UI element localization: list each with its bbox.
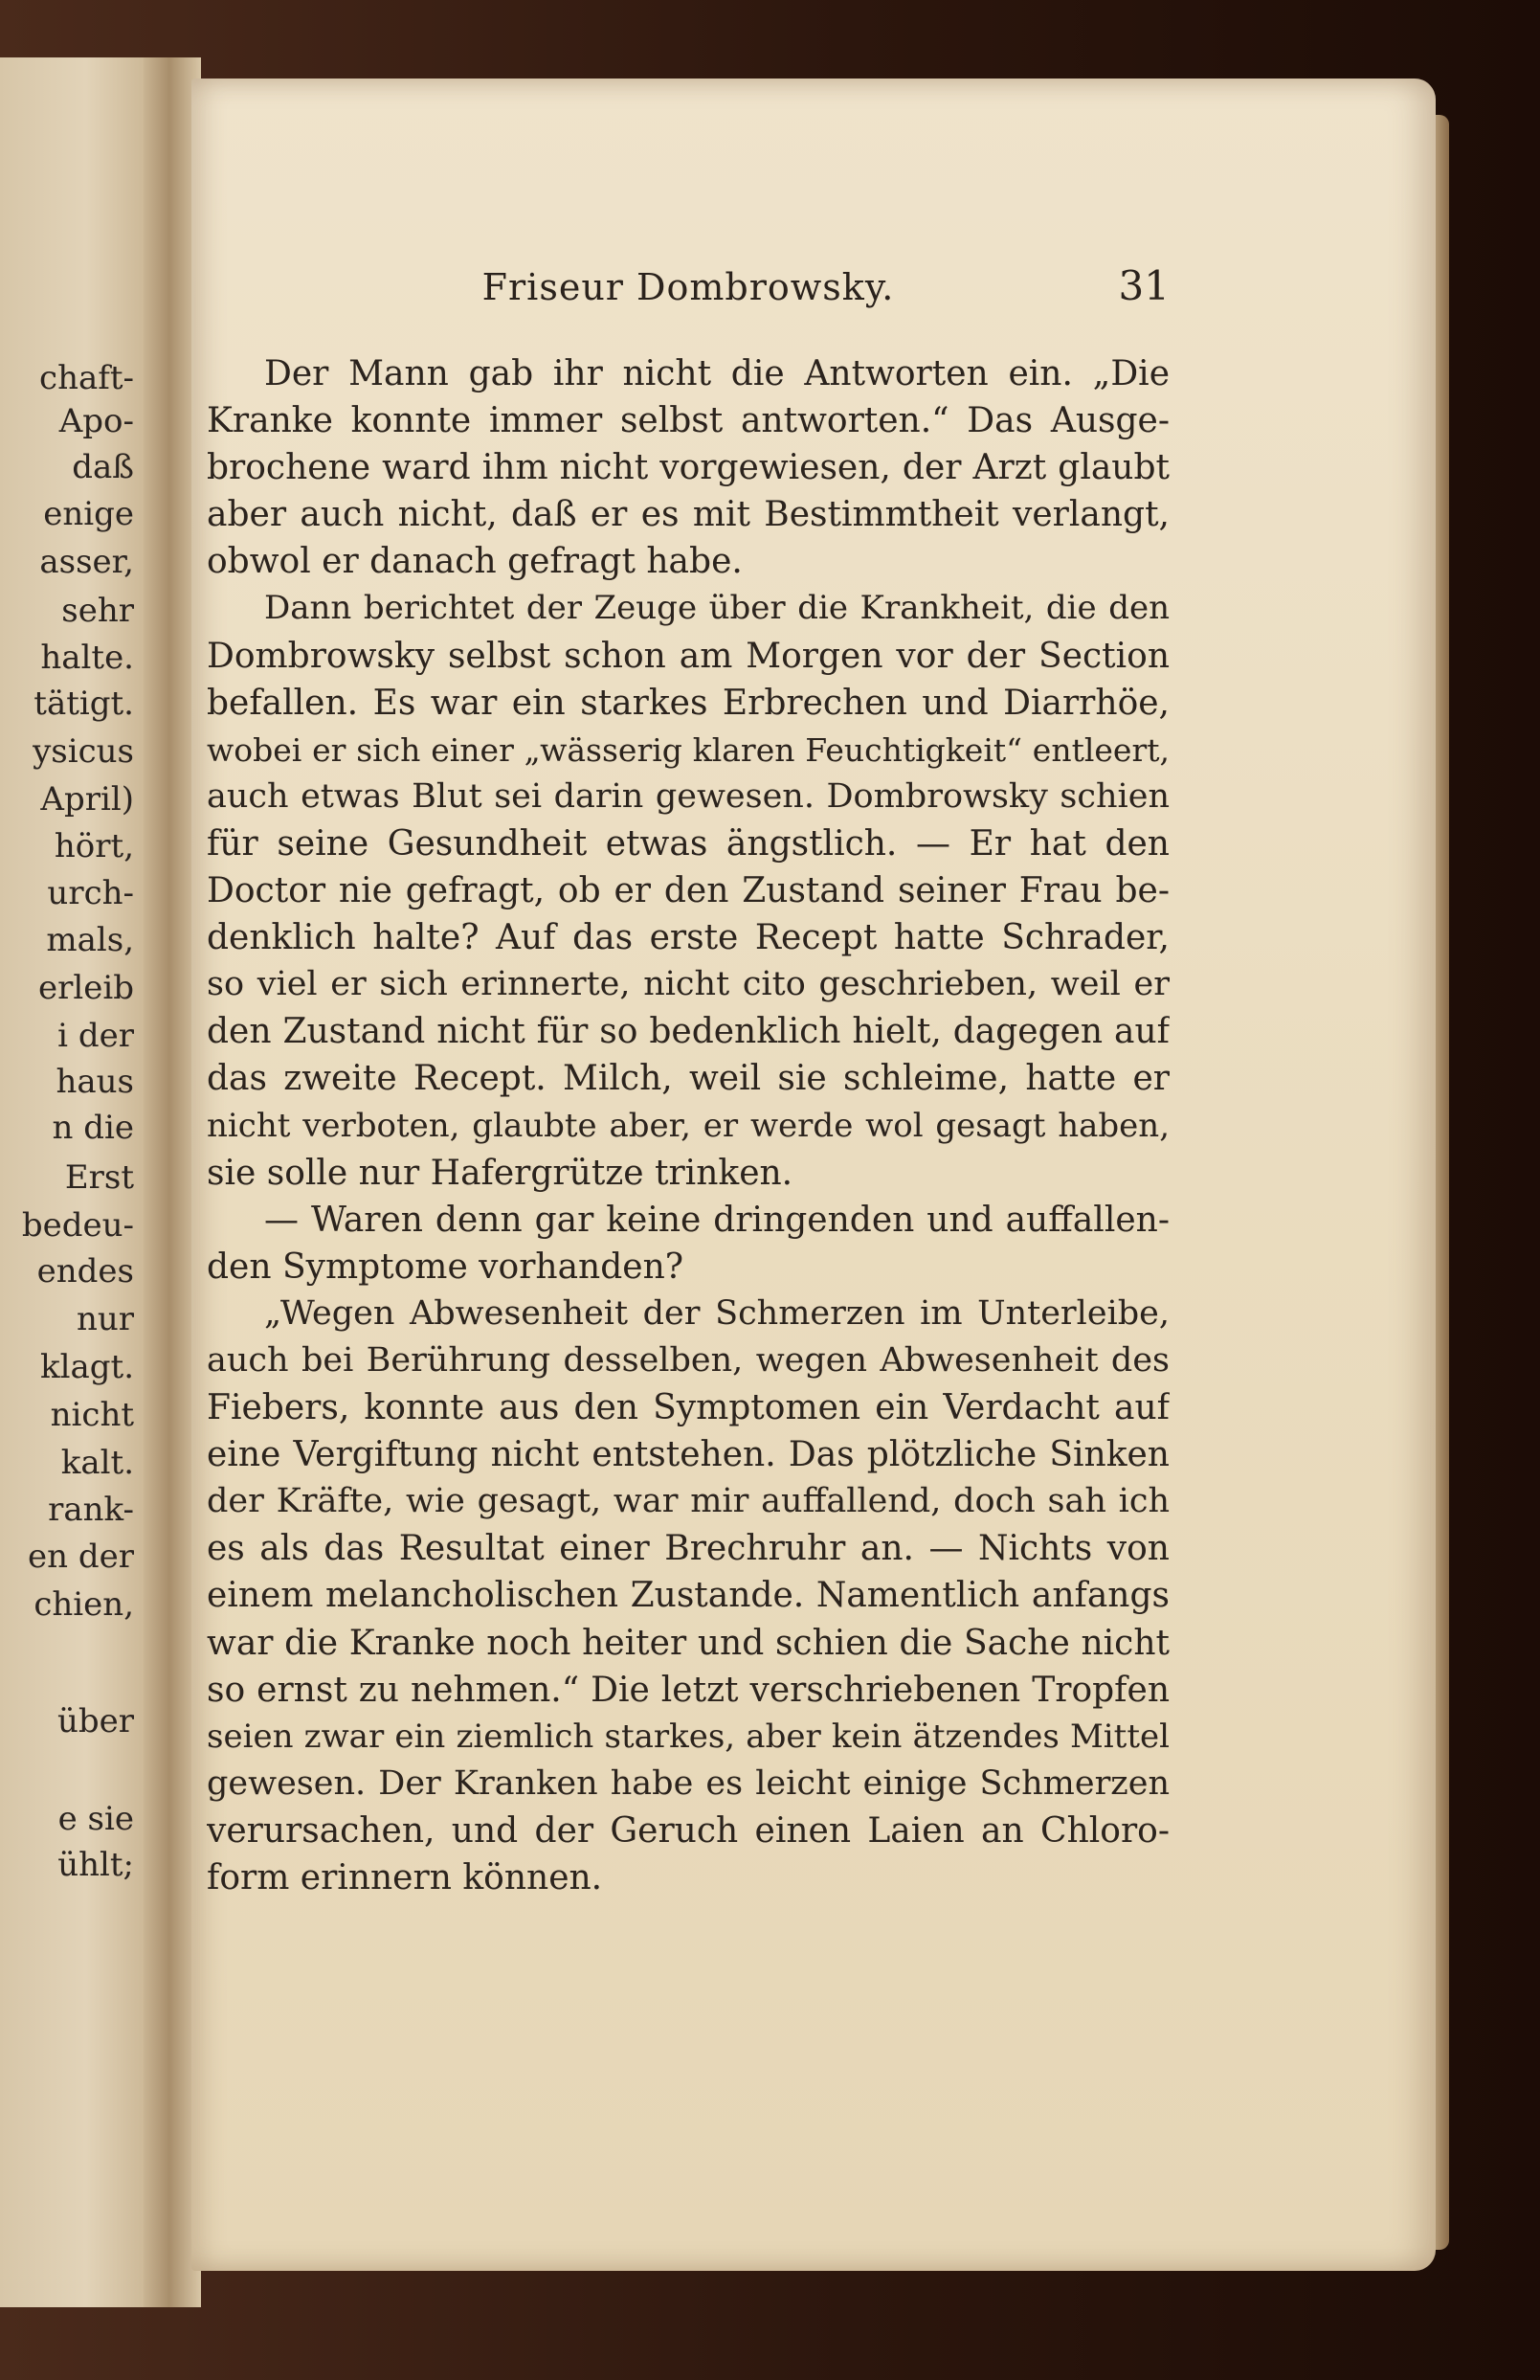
text-line: „Wegen Abwesenheit der Schmerzen im Unterleibe, (264, 1293, 1170, 1333)
text-line: das zweite Recept. Milch, weil sie schleime, hatte er (207, 1059, 1170, 1099)
text-line: Der Mann gab ihr nicht die Antworten ein. „Die (264, 354, 1170, 393)
facing-page-fragment: chaft- (39, 359, 134, 397)
text-line: — Waren denn gar keine dringenden und auffallen- (264, 1200, 1170, 1240)
text-line: so viel er sich erinnerte, nicht cito geschrieben, weil er (207, 965, 1170, 1004)
text-line: Dombrowsky selbst schon am Morgen vor der Section (207, 636, 1170, 676)
text-line: auch bei Berührung desselben, wegen Abwesenheit des (207, 1340, 1170, 1380)
text-line: sie solle nur Hafergrütze trinken. (207, 1153, 793, 1193)
facing-page-fragment: enige (43, 495, 134, 533)
text-line: so ernst zu nehmen.“ Die letzt verschriebenen Tropfen (207, 1670, 1170, 1710)
text-line: obwol er danach gefragt habe. (207, 542, 743, 582)
text-line: eine Vergiftung nicht entstehen. Das plötzliche Sinken (207, 1435, 1170, 1475)
text-line: gewesen. Der Kranken habe es leicht einige Schmerzen (207, 1763, 1170, 1803)
text-line: den Zustand nicht für so bedenklich hielt, dagegen auf (207, 1012, 1170, 1052)
facing-page-fragment: urch- (47, 874, 134, 912)
facing-page-fragment: Apo- (58, 402, 134, 440)
text-line: war die Kranke noch heiter und schien die Sache nicht (207, 1623, 1170, 1663)
text-line: Dann berichtet der Zeuge über die Krankheit, die den (264, 589, 1170, 628)
text-line: nicht verboten, glaubte aber, er werde wol gesagt haben, (207, 1106, 1170, 1145)
text-line: form erinnern können. (207, 1858, 603, 1897)
facing-page-fragment: bedeu- (21, 1206, 134, 1245)
facing-page-fragment: tätigt. (33, 685, 134, 723)
facing-page-fragment: hört, (54, 827, 134, 865)
facing-page-fragment: klagt. (40, 1348, 134, 1386)
text-line: Kranke konnte immer selbst antworten.“ Das Ausge- (207, 401, 1170, 441)
text-line: aber auch nicht, daß er es mit Bestimmtheit verlangt, (207, 495, 1170, 535)
facing-page-fragment: haus (56, 1063, 134, 1101)
facing-page-fragment: sehr (61, 592, 134, 630)
facing-page-fragment: kalt. (60, 1444, 134, 1482)
facing-page-fragment: nur (76, 1300, 134, 1338)
text-line: befallen. Es war ein starkes Erbrechen und Diarrhöe, (207, 683, 1170, 723)
facing-page-fragment: über (56, 1702, 134, 1740)
facing-page-fragment: n die (52, 1109, 134, 1147)
facing-page-fragment: halte. (40, 639, 134, 677)
text-line: wobei er sich einer „wässerig klaren Feuchtigkeit“ entleert, (207, 730, 1170, 769)
page-number: 31 (1118, 262, 1170, 309)
text-line: es als das Resultat einer Brechruhr an. — Nichts von (207, 1529, 1170, 1569)
facing-page-fragment: daß (72, 448, 134, 486)
text-line: für seine Gesundheit etwas ängstlich. — Er hat den (207, 823, 1170, 864)
facing-page-edge (0, 57, 144, 2307)
facing-page-fragment: endes (36, 1252, 134, 1291)
facing-page-fragment: rank- (48, 1491, 134, 1529)
facing-page-fragment: e sie (57, 1800, 134, 1838)
facing-page-fragment: nicht (50, 1396, 134, 1434)
text-line: brochene ward ihm nicht vorgewiesen, der Arzt glaubt (207, 448, 1170, 488)
facing-page-fragment: Erst (64, 1158, 134, 1197)
text-line: seien zwar ein ziemlich starkes, aber kein ätzendes Mittel (207, 1717, 1170, 1756)
text-line: den Symptome vorhanden? (207, 1246, 684, 1287)
body-text (207, 350, 1170, 1901)
text-line: denklich halte? Auf das erste Recept hatte Schrader, (207, 918, 1170, 958)
facing-page-fragment: chien, (33, 1585, 134, 1624)
text-line: einem melancholischen Zustande. Namentlich anfangs (207, 1576, 1170, 1616)
text-line: auch etwas Blut sei darin gewesen. Dombrowsky schien (207, 776, 1170, 816)
text-line: verursachen, und der Geruch einen Laien an Chloro- (207, 1810, 1170, 1851)
facing-page-fragment: mals, (46, 921, 134, 959)
facing-page-fragment: erleib (37, 969, 134, 1007)
facing-page-fragment: April) (40, 780, 134, 819)
facing-page-fragment: ühlt; (57, 1846, 134, 1884)
facing-page-fragment: ysicus (33, 732, 134, 771)
facing-page-fragment: asser, (39, 543, 134, 581)
facing-page-fragment: en der (28, 1538, 134, 1576)
text-line: Doctor nie gefragt, ob er den Zustand seiner Frau be- (207, 871, 1170, 911)
facing-page-fragment: i der (57, 1017, 134, 1055)
running-title: Friseur Dombrowsky. (481, 266, 895, 308)
page-header (207, 262, 1170, 324)
text-line: der Kräfte, wie gesagt, war mir auffallend, doch sah ich (207, 1482, 1170, 1521)
text-line: Fiebers, konnte aus den Symptomen ein Verdacht auf (207, 1388, 1170, 1428)
